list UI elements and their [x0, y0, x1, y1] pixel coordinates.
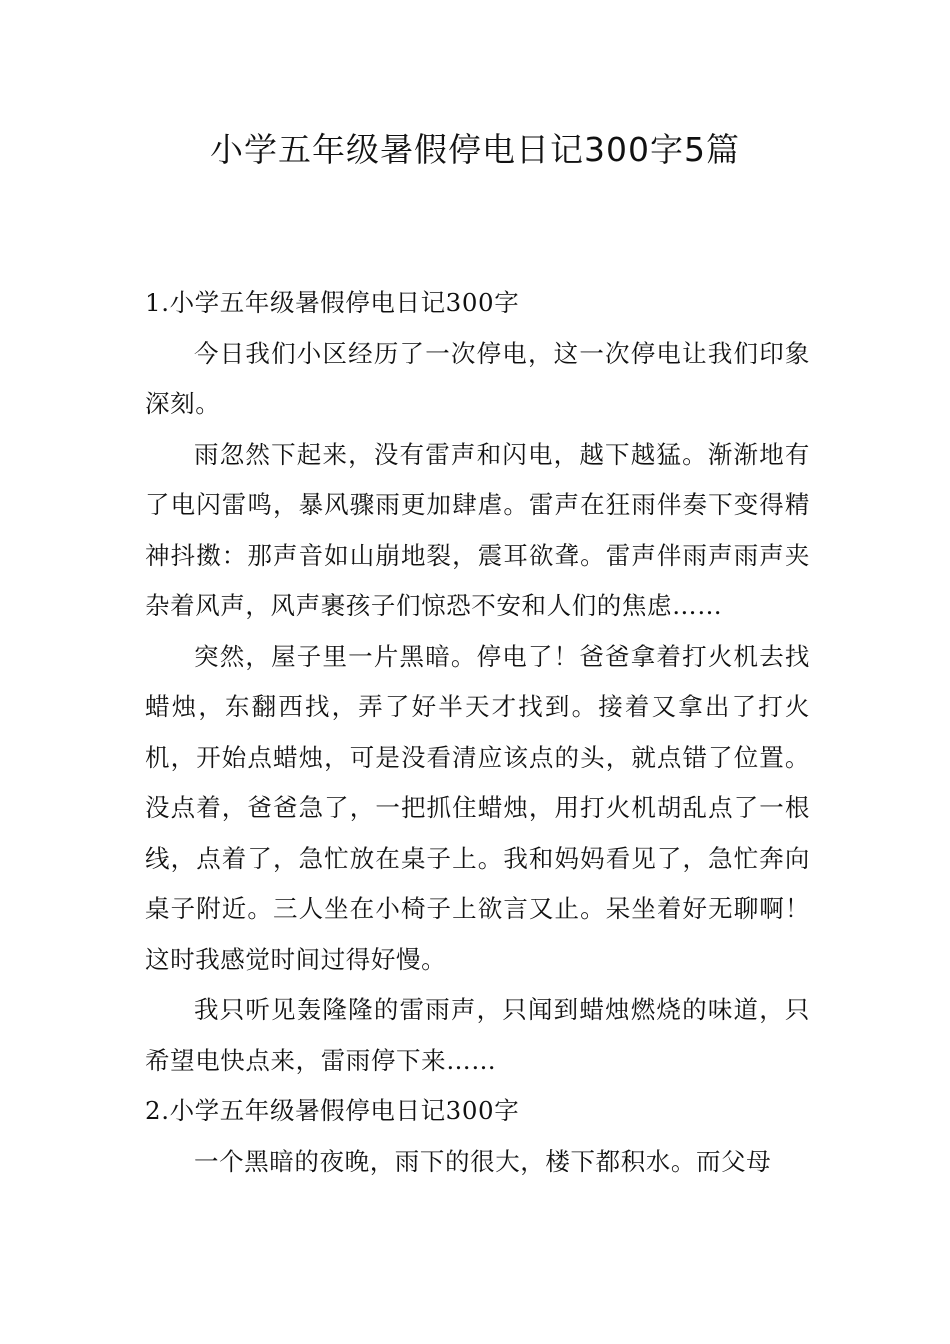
paragraph: 雨忽然下起来，没有雷声和闪电，越下越猛。渐渐地有了电闪雷鸣，暴风骤雨更加肆虐。雷声在狂雨伴奏下变得精神抖擞：那声音如山崩地裂，震耳欲聋。雷声伴雨声雨声夹杂着风声，风声裹孩子们惊恐不安和人们的焦虑……	[145, 439, 810, 620]
paragraph: 今日我们小区经历了一次停电，这一次停电让我们印象深刻。	[145, 338, 810, 418]
section-1	[145, 278, 810, 1086]
document-title: 小学五年级暑假停电日记300字5篇	[210, 130, 740, 169]
paragraph: 一个黑暗的夜晚，雨下的很大，楼下都积水。而父母	[194, 1146, 772, 1176]
document-body	[145, 278, 810, 1187]
paragraph: 突然，屋子里一片黑暗。停电了！爸爸拿着打火机去找蜡烛，东翻西找，弄了好半天才找到。接着又拿出了打火机，开始点蜡烛，可是没看清应该点的头，就点错了位置。没点着，爸爸急了，一把抓住蜡烛，用打火机胡乱点了一根线，点着了，急忙放在桌子上。我和妈妈看见了，急忙奔向桌子附近。三人坐在小椅子上欲言又止。呆坐着好无聊啊！这时我感觉时间过得好慢。	[145, 641, 810, 974]
section-2	[145, 1086, 810, 1187]
paragraph: 我只听见轰隆隆的雷雨声，只闻到蜡烛燃烧的味道，只希望电快点来，雷雨停下来……	[145, 995, 810, 1075]
section-heading: 1.小学五年级暑假停电日记300字	[145, 288, 520, 317]
section-heading: 2.小学五年级暑假停电日记300字	[145, 1096, 520, 1125]
